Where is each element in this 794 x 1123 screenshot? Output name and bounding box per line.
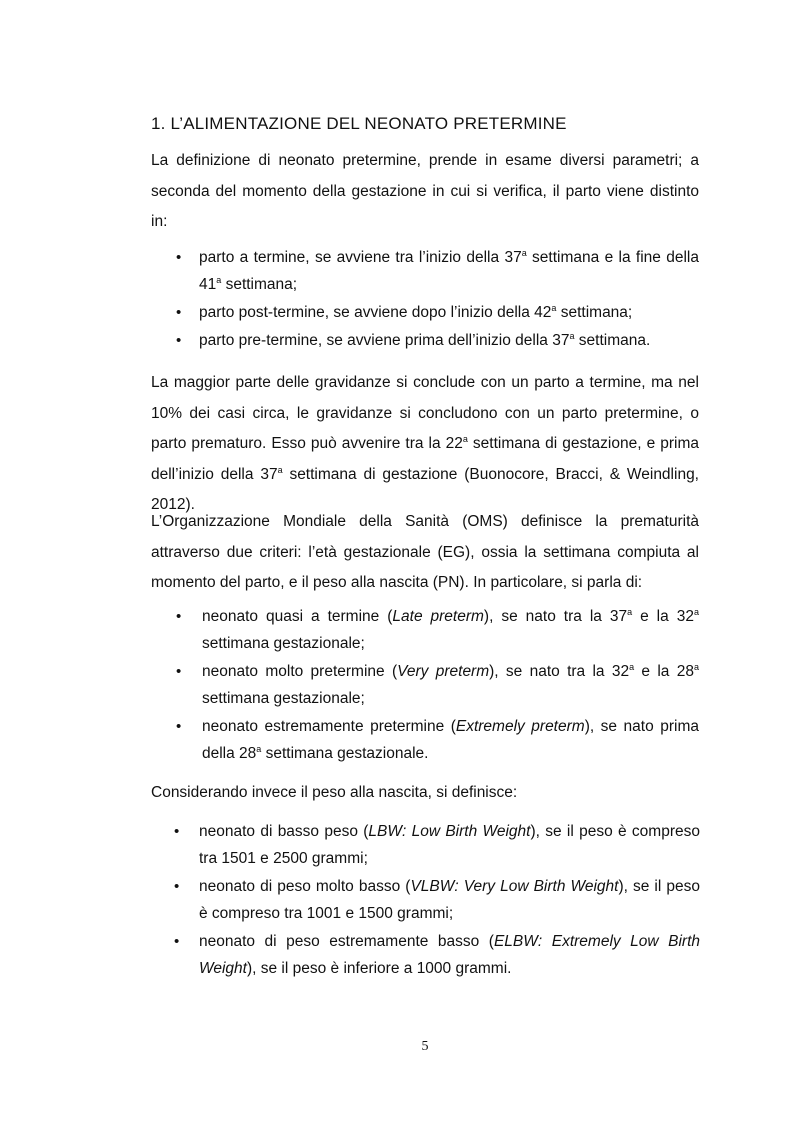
birth-weight-list bbox=[174, 818, 700, 983]
list-item: • neonato di peso molto basso (VLBW: Very Low Birth Weight), se il peso è compreso tra 1001 e 1500 grammi; bbox=[174, 873, 700, 927]
bullet-icon: • bbox=[174, 823, 180, 840]
bullet-icon: • bbox=[174, 933, 180, 950]
list-item: • neonato di peso estremamente basso (ELBW: Extremely Low Birth Weight), se il peso è inferiore a 1000 grammi. bbox=[174, 928, 700, 982]
prematurity-paragraph: La maggior parte delle gravidanze si conclude con un parto a termine, ma nel 10% dei casi circa, le gravidanze si concludono con un parto pretermine, o parto prematuro. Esso può avvenire tra la 22$^a$ settimana di gestazione, e prima dell’inizio della 37$^a$ settimana di gestazione (Buonocore, Bracci, & Weindling, 2012). bbox=[151, 374, 699, 513]
bullet-icon: • bbox=[176, 332, 182, 349]
gestational-age-list bbox=[176, 603, 699, 768]
bullet-icon: • bbox=[176, 608, 182, 625]
list-item: • neonato di basso peso (LBW: Low Birth Weight), se il peso è compreso tra 1501 e 2500 grammi; bbox=[174, 818, 700, 872]
page-number: 5 bbox=[421, 1039, 429, 1054]
list-item: • neonato quasi a termine (Late preterm), se nato tra la 37$^a$ e la 32$^a$ settimana gestazionale; bbox=[176, 603, 699, 657]
bullet-icon: • bbox=[176, 304, 182, 321]
list-item: • neonato estremamente pretermine (Extremely preterm), se nato prima della 28$^a$ settimana gestazionale. bbox=[176, 713, 699, 767]
oms-paragraph: L’Organizzazione Mondiale della Sanità (OMS) definisce la prematurità attraverso due criteri: l’età gestazionale (EG), ossia la settimana compiuta al momento del parto, e il peso alla nascita (PN). In particolare, si parla di: bbox=[151, 513, 699, 591]
list-item: • parto post-termine, se avviene dopo l’inizio della 42$^a$ settimana; bbox=[176, 299, 699, 326]
birth-term-list bbox=[176, 244, 699, 355]
intro-paragraph: La definizione di neonato pretermine, prende in esame diversi parametri; a seconda del momento della gestazione in cui si verifica, il parto viene distinto in: bbox=[151, 152, 699, 230]
chapter-heading: 1. L’ALIMENTAZIONE DEL NEONATO PRETERMINE bbox=[151, 114, 567, 133]
list-item: • parto pre-termine, se avviene prima dell’inizio della 37$^a$ settimana. bbox=[176, 327, 699, 354]
bullet-icon: • bbox=[176, 249, 182, 266]
bullet-icon: • bbox=[176, 718, 182, 735]
bullet-icon: • bbox=[174, 878, 180, 895]
list-item: • neonato molto pretermine (Very preterm), se nato tra la 32$^a$ e la 28$^a$ settimana gestazionale; bbox=[176, 658, 699, 712]
birth-weight-paragraph: Considerando invece il peso alla nascita, si definisce: bbox=[151, 784, 518, 801]
list-item: • parto a termine, se avviene tra l’inizio della 37$^a$ settimana e la fine della 41$^a$ settimana; bbox=[176, 244, 699, 298]
bullet-icon: • bbox=[176, 663, 182, 680]
